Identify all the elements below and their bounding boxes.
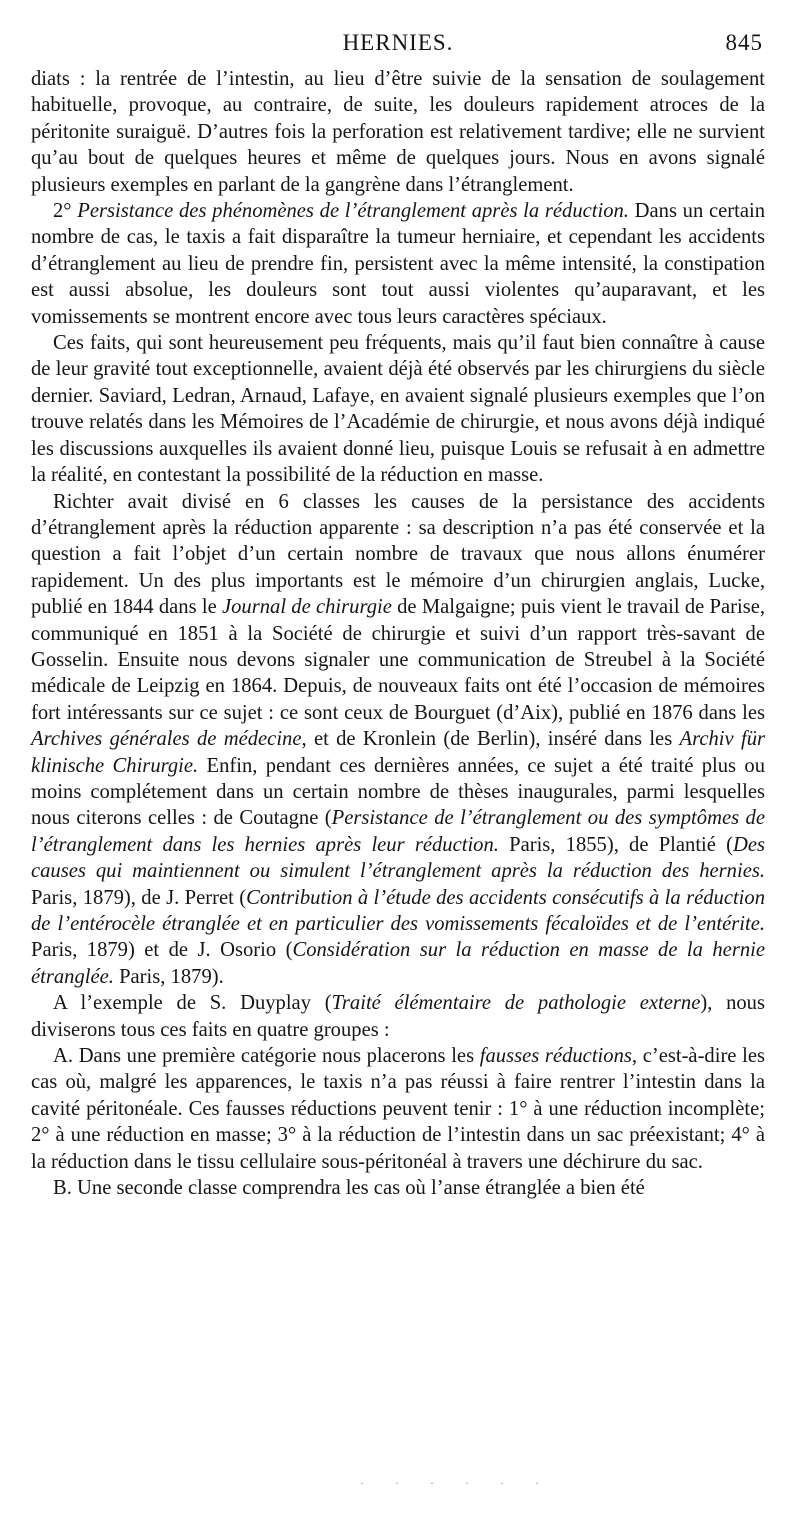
- paragraph-4: [31, 489, 765, 991]
- text-run: Dans un certain nombre de cas, le taxis a fait disparaître la tumeur herniaire, et cependant les accidents d’étranglement au lieu de prendre fin, persistent avec la même intensité, la constipation est aussi absolue, les douleurs sont tout aussi violentes qu’auparavant, et les vomissements se montrent encore avec tous leurs caractères spéciaux.: [31, 200, 765, 328]
- italic-citation: Traité élémentaire de pathologie externe: [331, 992, 701, 1015]
- paragraph-3: [31, 330, 765, 488]
- text-run: diats : la rentrée de l’intestin, au lieu d’être suivie de la sensation de soulagement habituelle, provoque, au contraire, de suite, les douleurs rapidement atroces de la péritonite suraiguë. D’autres fois la perforation est relativement tardive; elle ne survient qu’au bout de quelques heures et même de quelques jours. Nous en avons signalé plusieurs exemples en parlant de la gangrène dans l’étranglement.: [31, 68, 765, 196]
- italic-citation: Persistance de l’étranglement ou des symptômes de l’étranglement dans les hernies après leur réduction.: [31, 807, 765, 856]
- text-run: , et de Kronlein (de Berlin), inséré dans les: [301, 728, 680, 751]
- italic-term: fausses réductions: [479, 1045, 632, 1068]
- paragraph-6: [31, 1043, 765, 1175]
- text-run: de Malgaigne; puis vient le travail de Parise, communiqué en 1851 à la Société de chirurgie et suivi d’un rapport très-savant de Gosselin. Ensuite nous devons signaler une communication de Streubel à la Société médicale de Leipzig en 1864. Depuis, de nouveaux faits ont été l’occasion de mémoires fort intéressants sur ce sujet : ce sont ceux de Bourguet (d’Aix), publié en 1876 dans les: [31, 596, 766, 724]
- italic-citation: Journal de chirurgie: [221, 596, 392, 619]
- paragraph-1: [31, 66, 765, 198]
- text-run: Paris, 1855), de Plantié (: [498, 833, 733, 856]
- text-run: Enfin, pendant ces dernières années, ce sujet a été traité plus ou moins complétement dans un certain nombre de thèses inaugurales, parmi lesquelles nous citerons celles : de Coutagne (: [31, 754, 765, 830]
- paragraph-7: [31, 1175, 765, 1201]
- running-title: HERNIES.: [342, 30, 454, 55]
- body-text: [31, 66, 765, 1201]
- page-number: 845: [725, 30, 763, 55]
- page: [31, 22, 765, 1201]
- text-run: B. Une seconde classe comprendra les cas où l’anse étranglée a bien été: [53, 1177, 645, 1200]
- italic-citation: Archives générales de médecine: [31, 728, 302, 751]
- text-run: Richter avait divisé en 6 classes les causes de la persistance des accidents d’étranglement après la réduction apparente : sa description n’a pas été conservée et la question a fait l’objet d’un certain nombre de travaux que nous allons énumérer rapidement. Un des plus importants est le mémoire d’un chirurgien anglais, Lucke, publié en 1844 dans le: [31, 490, 765, 619]
- text-run: Paris, 1879) et de J. Osorio (: [31, 939, 293, 962]
- text-run: , c’est-à-dire les cas où, malgré les apparences, le taxis n’a pas réussi à faire rentrer l’intestin dans la cavité péritonéale. Ces fausses réductions peuvent tenir : 1° à une réduction incomplète; 2° à une réduction en masse; 3° à la réduction de l’intestin dans un sac préexistant; 4° à la réduction dans le tissu cellulaire sous-péritonéal à travers une déchirure du sac.: [31, 1045, 765, 1173]
- text-run: A l’exemple de S. Duyplay (: [53, 992, 332, 1015]
- text-run: 2°: [53, 200, 78, 223]
- text-run: ), nous diviserons tous ces faits en quatre groupes :: [31, 992, 765, 1041]
- running-head: [31, 22, 765, 66]
- paragraph-2: [31, 198, 765, 330]
- print-speckle: · · · · · ·: [360, 1476, 553, 1490]
- text-run: Ces faits, qui sont heureusement peu fréquents, mais qu’il faut bien connaître à cause de leur gravité tout exceptionnelle, avaient déjà été observés par les chirurgiens du siècle dernier. Saviard, Ledran, Arnaud, Lafaye, en avaient signalé plusieurs exemples que l’on trouve relatés dans les Mémoires de l’Académie de chirurgie, et nous avons déjà indiqué les discussions auxquelles ils avaient donné lieu, puisque Louis se refusait à en admettre la réalité, en contestant la possibilité de la réduction en masse.: [31, 332, 765, 487]
- italic-citation: Des causes qui maintiennent ou simulent l’étranglement après la réduction des hernies.: [31, 833, 765, 883]
- italic-citation: Archiv für klinische Chirurgie.: [31, 728, 766, 777]
- text-run: Paris, 1879), de J. Perret (: [31, 886, 247, 909]
- text-run: A. Dans une première catégorie nous placerons les: [53, 1045, 480, 1068]
- italic-citation: Considération sur la réduction en masse de la hernie étranglée.: [31, 939, 765, 988]
- italic-heading: Persistance des phénomènes de l’étranglement après la réduction.: [77, 200, 629, 223]
- text-run: Paris, 1879).: [113, 965, 224, 988]
- italic-citation: Contribution à l’étude des accidents consécutifs à la réduction de l’entérocèle étranglée et en particulier des vomissements fécaloïdes et de l’entérite.: [31, 886, 765, 935]
- paragraph-5: [31, 990, 765, 1043]
